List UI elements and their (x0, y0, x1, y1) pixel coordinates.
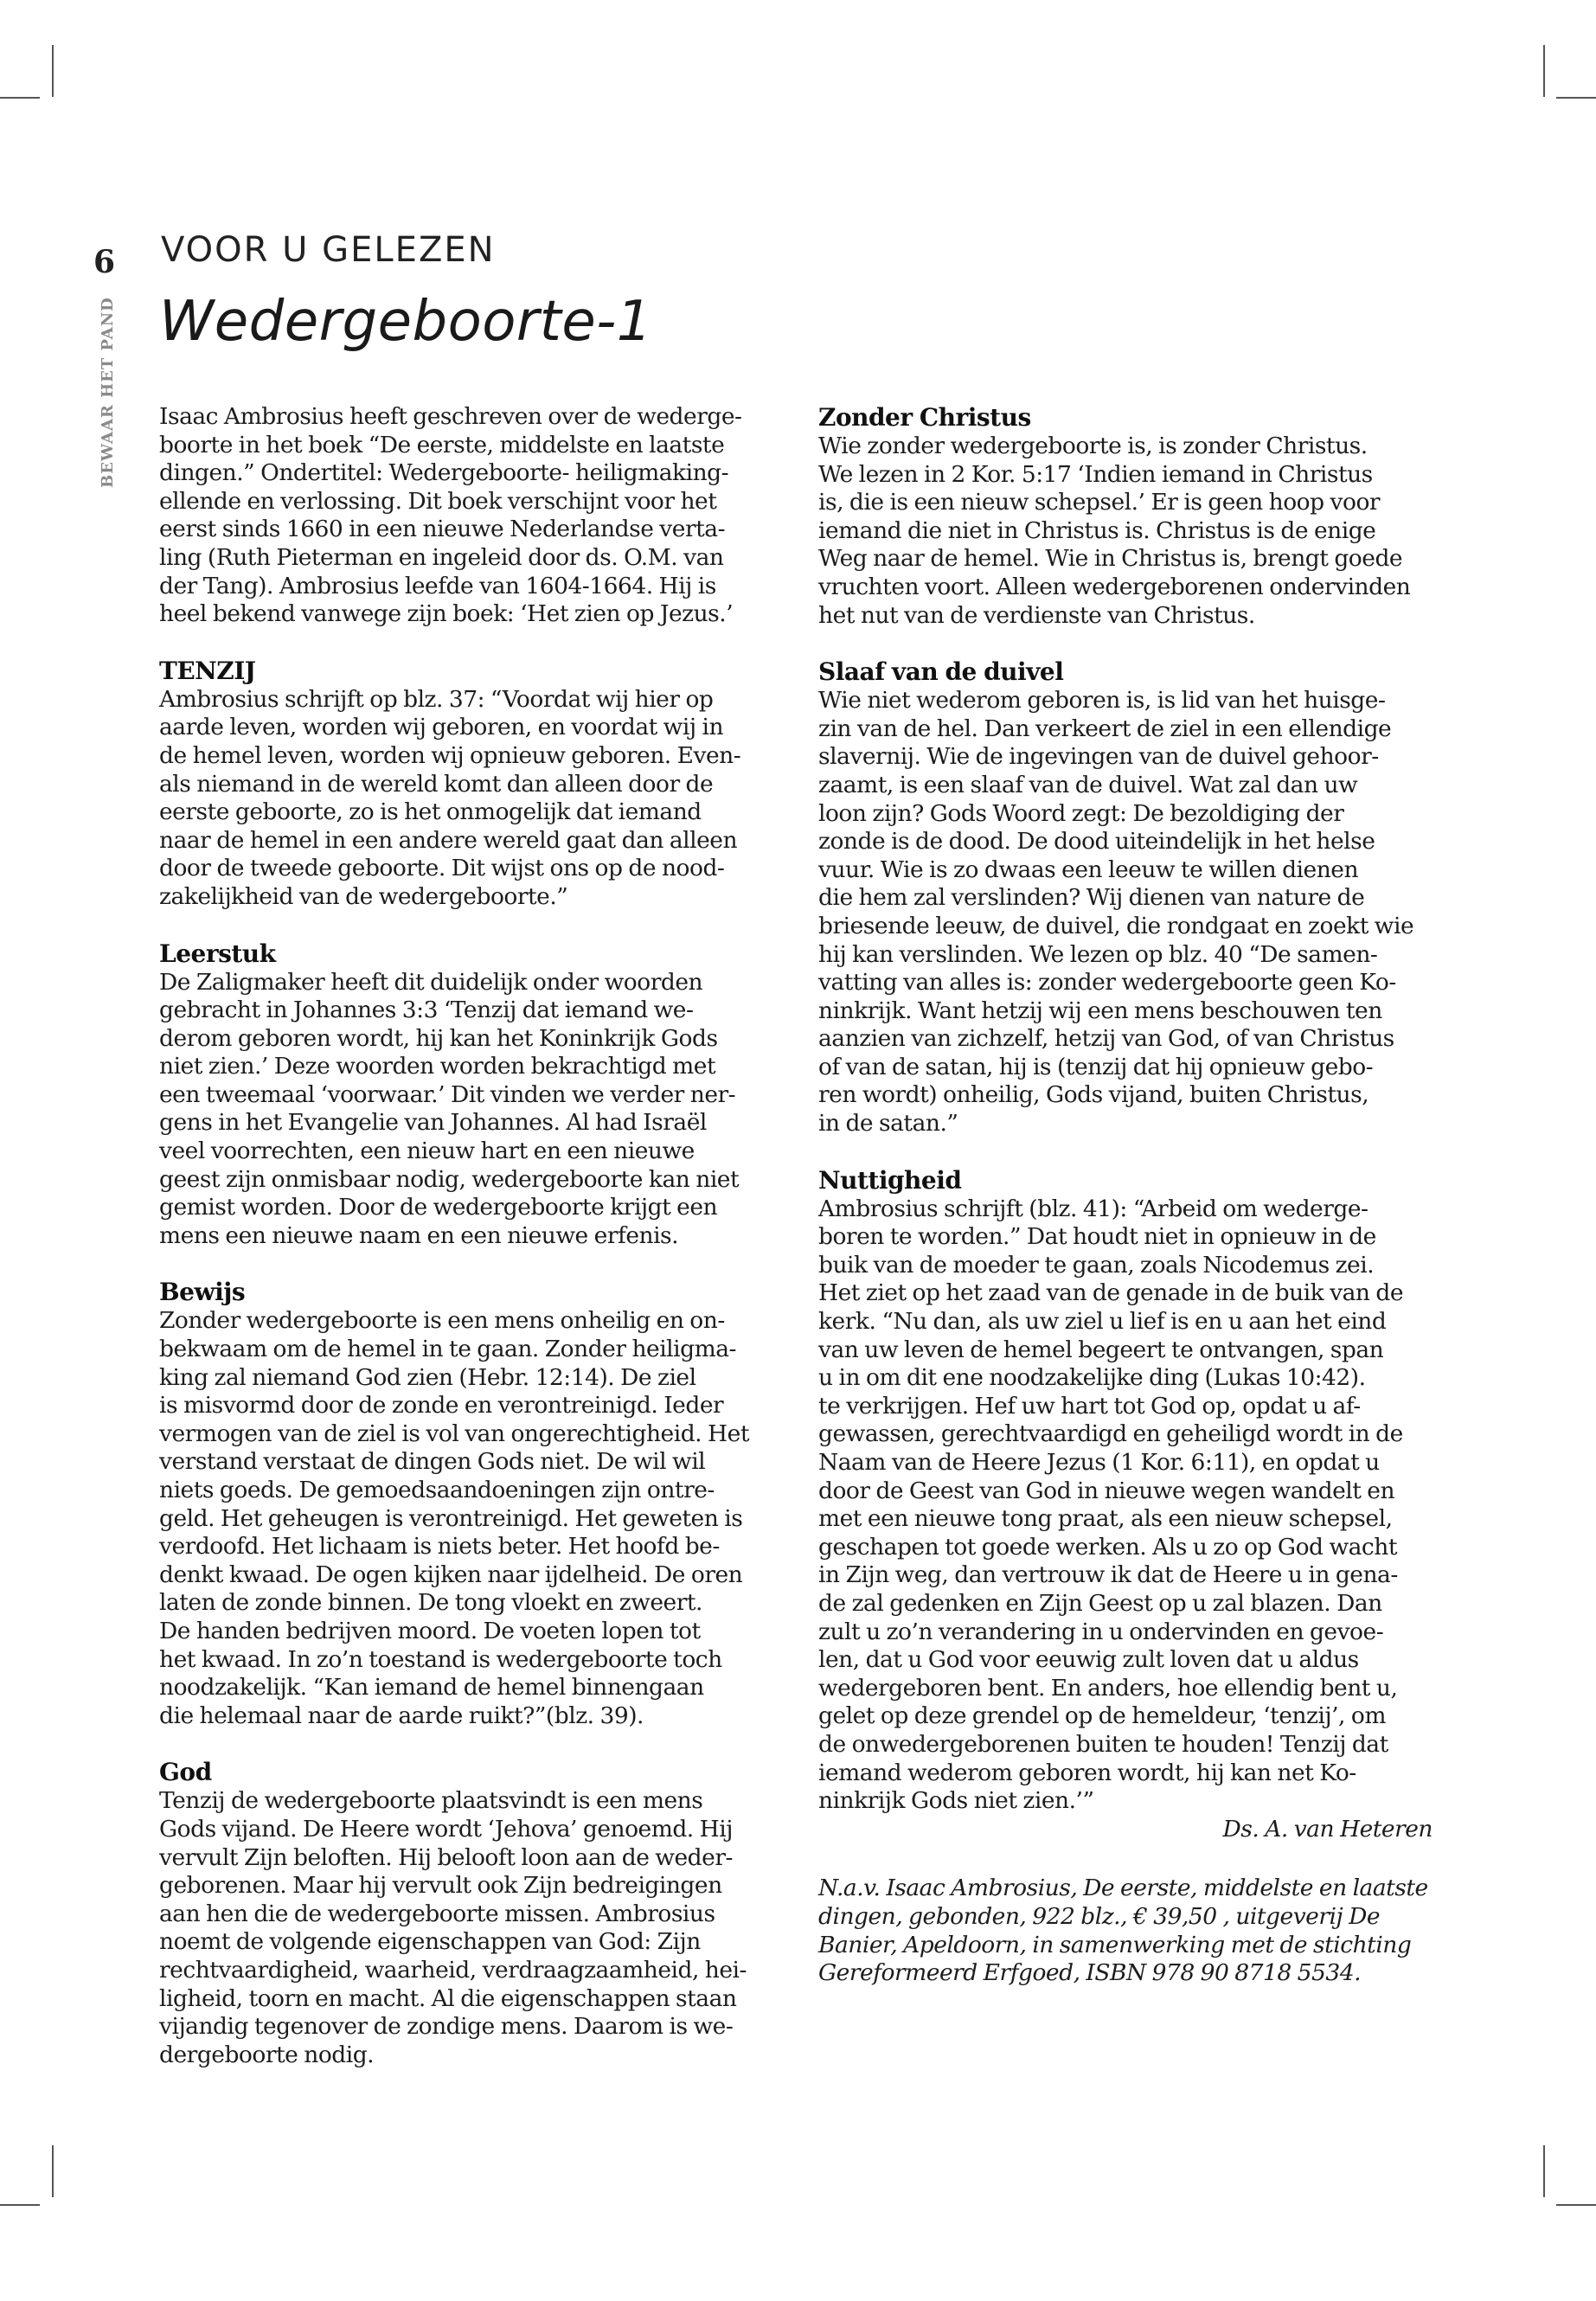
side-label-vertical (90, 297, 117, 506)
section-slaaf-van-de-duivel (818, 657, 1433, 1138)
text-line: vatting van alles is: zonder wedergeboorte geen Ko- (818, 969, 1396, 997)
text-line: ninkrijk. Want hetzij wij een mens beschouwen ten (818, 997, 1382, 1024)
text-line: veel voorrechten, een nieuw hart en een nieuwe (159, 1138, 695, 1165)
section-label: VOOR U GELEZEN (161, 230, 496, 270)
crop-mark-bottom-left (0, 2204, 40, 2206)
text-line: de zal gedenken en Zijn Geest op u zal blazen. Dan (818, 1589, 1382, 1617)
text-line: hij kan verslinden. We lezen op blz. 40 “De samen- (818, 940, 1378, 968)
text-line: Gods vijand. De Heere wordt ‘Jehova’ genoemd. Hij (159, 1815, 733, 1843)
text-line: Banier, Apeldoorn, in samenwerking met de stichting (818, 1931, 1412, 1958)
crop-mark-top-right (1543, 45, 1545, 97)
section-heading: Bewijs (159, 1278, 246, 1307)
text-line: boren te worden.” Dat houdt niet in opnieuw in de (818, 1223, 1376, 1251)
text-line: Ambrosius schrijft op blz. 37: “Voordat wij hier op (159, 685, 714, 713)
author-signature: Ds. A. van Heteren (1222, 1815, 1433, 1843)
section-body (159, 969, 773, 1251)
text-line: gens in het Evangelie van Johannes. Al had Israël (159, 1109, 707, 1137)
section-leerstuk (159, 939, 773, 1251)
text-line: ling (Ruth Pieterman en ingeleid door ds. O.M. van (159, 543, 724, 571)
text-line: Naam van de Heere Jezus (1 Kor. 6:11), en opdat u (818, 1449, 1380, 1476)
text-line: wedergeboren bent. En anders, hoe ellendig bent u, (818, 1674, 1398, 1702)
section-body (159, 1307, 773, 1730)
text-line: buik van de moeder te gaan, zoals Nicodemus zei. (818, 1251, 1375, 1279)
text-line: zult u zo’n verandering in u ondervinden en gevoe- (818, 1618, 1384, 1645)
text-line: loon zijn? Gods Woord zegt: De bezoldiging der (818, 799, 1344, 827)
crop-mark-top-right (1556, 97, 1596, 99)
text-line: noemt de volgende eigenschappen van God: Zijn (159, 1928, 701, 1956)
text-line: zin van de hel. Dan verkeert de ziel in een ellendige (818, 715, 1392, 742)
text-line: briesende leeuw, de duivel, die rondgaat en zoekt wie (818, 912, 1414, 939)
text-line: de hemel leven, worden wij opnieuw geboren. Even- (159, 741, 741, 769)
section-body (818, 433, 1433, 630)
text-line: in de satan.” (818, 1110, 958, 1138)
text-line: die hem zal verslinden? Wij dienen van nature de (818, 884, 1365, 912)
text-line: vervult Zijn beloften. Hij belooft loon aan de weder- (159, 1843, 733, 1871)
text-line: geld. Het geheugen is verontreinigd. Het geweten is (159, 1504, 743, 1532)
text-line: king zal niemand God zien (Hebr. 12:14). De ziel (159, 1363, 696, 1391)
text-line: De handen bedrijven moord. De voeten lopen tot (159, 1617, 701, 1644)
text-line: mens een nieuwe naam en een nieuwe erfenis. (159, 1221, 679, 1249)
text-line: Wie niet wederom geboren is, is lid van het huisge- (818, 687, 1386, 715)
text-line: dingen.” Ondertitel: Wedergeboorte- heiligmaking- (159, 459, 729, 487)
text-line: dergeboorte nodig. (159, 2041, 375, 2068)
text-line: Weg naar de hemel. Wie in Christus is, brengt goede (818, 545, 1403, 573)
text-line: bekwaam om de hemel in te gaan. Zonder heiligma- (159, 1336, 736, 1363)
left-column (159, 403, 773, 2069)
text-line: geborenen. Maar hij vervult ook Zijn bedreigingen (159, 1872, 722, 1900)
section-heading: Leerstuk (159, 939, 276, 968)
text-line: Gereformeerd Erfgoed, ISBN 978 90 8718 5534. (818, 1959, 1361, 1987)
text-line: het kwaad. In zo’n toestand is wedergeboorte toch (159, 1645, 722, 1673)
text-line: zakelijkheid van de wedergeboorte.” (159, 882, 568, 910)
text-line: als niemand in de wereld komt dan alleen door de (159, 770, 714, 798)
right-column (818, 403, 1433, 1988)
text-line: laten de zonde binnen. De tong vloekt en zweert. (159, 1589, 702, 1617)
text-line: boorte in het boek “De eerste, middelste en laatste (159, 431, 725, 458)
crop-mark-bottom-right (1556, 2204, 1596, 2206)
text-line: vuur. Wie is zo dwaas een leeuw te willen dienen (818, 856, 1359, 883)
text-line: van uw leven de hemel begeert te ontvangen, span (818, 1336, 1384, 1363)
crop-mark-top-left (0, 97, 40, 99)
text-line: is misvormd door de zonde en verontreinigd. Ieder (159, 1392, 724, 1420)
crop-mark-bottom-left (52, 2145, 54, 2197)
text-line: vermogen van de ziel is vol van ongerechtigheid. Het (159, 1420, 749, 1447)
section-tenzij (159, 657, 773, 912)
text-line: Zonder wedergeboorte is een mens onheilig en on- (159, 1307, 725, 1335)
text-line: kerk. “Nu dan, als uw ziel u lief is en u aan het eind (818, 1308, 1387, 1336)
text-line: of van de satan, hij is (tenzij dat hij opnieuw gebo- (818, 1053, 1374, 1080)
text-line: u in om dit ene noodzakelijke ding (Lukas 10:42). (818, 1364, 1366, 1392)
text-line: niets goeds. De gemoedsaandoeningen zijn ontre- (159, 1477, 715, 1503)
article-title: Wedergeboorte-1 (159, 290, 652, 354)
section-body (159, 686, 773, 912)
text-line: vijandig tegenover de zondige mens. Daarom is we- (159, 2013, 734, 2041)
text-line: de onwedergeborenen buiten te houden! Tenzij dat (818, 1730, 1388, 1758)
text-line: zonde is de dood. De dood uiteindelijk in het helse (818, 828, 1375, 856)
text-line: ninkrijk Gods niet zien.’” (818, 1787, 1094, 1815)
text-line: te verkrijgen. Hef uw hart tot God op, opdat u af- (818, 1392, 1361, 1420)
section-god (159, 1758, 773, 2069)
text-line: verstand verstaat de dingen Gods niet. De wil wil (159, 1448, 706, 1476)
text-line: De Zaligmaker heeft dit duidelijk onder woorden (159, 968, 703, 996)
text-line: iemand die niet in Christus is. Christus is de enige (818, 516, 1376, 544)
text-line: ren wordt) onheilig, Gods vijand, buiten Christus, (818, 1081, 1369, 1109)
text-line: aanzien van zichzelf, hetzij van God, of van Christus (818, 1025, 1394, 1053)
book-reference-note (818, 1875, 1433, 1987)
section-nuttigheid (818, 1166, 1433, 1816)
section-bewijs (159, 1278, 773, 1730)
text-line: het nut van de verdienste van Christus. (818, 601, 1255, 629)
text-line: is, die is een nieuw schepsel.’ Er is geen hoop voor (818, 489, 1381, 516)
section-heading: Zonder Christus (818, 403, 1031, 432)
text-line: heel bekend vanwege zijn boek: ‘Het zien op Jezus.’ (159, 600, 734, 628)
side-label-text: BEWAAR HET PAND (99, 297, 117, 488)
text-line: door de Geest van God in nieuwe wegen wandelt en (818, 1477, 1395, 1504)
text-line: geschapen tot goede werken. Als u zo op God wacht (818, 1533, 1397, 1561)
section-body (159, 1787, 773, 2069)
text-line: ellende en verlossing. Dit boek verschijnt voor het (159, 487, 717, 515)
text-line: een tweemaal ‘voorwaar.’ Dit vinden we verder ner- (159, 1080, 736, 1108)
text-line: met een nieuwe tong praat, als een nieuw schepsel, (818, 1505, 1393, 1533)
text-line: gelet op deze grendel op de hemeldeur, ‘tenzij’, om (818, 1702, 1386, 1730)
text-line: len, dat u God voor eeuwig zult loven dat u aldus (818, 1646, 1359, 1674)
text-line: ligheid, toorn en macht. Al die eigenschappen staan (159, 1984, 737, 2012)
text-line: door de tweede geboorte. Dit wijst ons op de nood- (159, 855, 725, 882)
text-line: gemist worden. Door de wedergeboorte krijgt een (159, 1194, 718, 1221)
text-line: in Zijn weg, dan vertrouw ik dat de Heere u in gena- (818, 1561, 1398, 1589)
text-line: slavernij. Wie de ingevingen van de duivel gehoor- (818, 743, 1379, 771)
text-line: rechtvaardigheid, waarheid, verdraagzaamheid, hei- (159, 1956, 747, 1984)
crop-mark-top-left (52, 45, 54, 97)
text-line: eerste geboorte, zo is het onmogelijk dat iemand (159, 798, 702, 826)
section-heading: God (159, 1758, 212, 1787)
text-line: aan hen die de wedergeboorte missen. Ambrosius (159, 1900, 715, 1927)
text-line: Tenzij de wedergeboorte plaatsvindt is een mens (159, 1787, 703, 1815)
section-body (818, 1195, 1433, 1816)
text-line: Isaac Ambrosius heeft geschreven over de wederge- (159, 403, 742, 430)
intro-paragraph (159, 403, 773, 629)
text-line: geest zijn onmisbaar nodig, wedergeboorte kan niet (159, 1165, 740, 1193)
text-line: noodzakelijk. “Kan iemand de hemel binnengaan (159, 1674, 704, 1702)
text-line: niet zien.’ Deze woorden worden bekrachtigd met (159, 1053, 716, 1080)
text-line: naar de hemel in een andere wereld gaat dan alleen (159, 826, 738, 854)
text-line: zaamt, is een slaaf van de duivel. Wat zal dan uw (818, 771, 1358, 798)
text-line: Wie zonder wedergeboorte is, is zonder Christus. (818, 433, 1368, 459)
text-line: Ambrosius schrijft (blz. 41): “Arbeid om wederge- (818, 1195, 1368, 1222)
text-line: gewassen, gerechtvaardigd en geheiligd wordt in de (818, 1420, 1403, 1448)
text-line: derom geboren wordt, hij kan het Koninkrijk Gods (159, 1024, 718, 1052)
section-body (818, 687, 1433, 1138)
text-line: gebracht in Johannes 3:3 ‘Tenzij dat iemand we- (159, 997, 694, 1024)
text-line: der Tang). Ambrosius leefde van 1604-1664. Hij is (159, 572, 716, 599)
text-line: dingen, gebonden, 922 blz., € 39,50 , uitgeverij De (818, 1902, 1381, 1930)
section-heading: TENZIJ (159, 656, 256, 685)
section-heading: Nuttigheid (818, 1165, 962, 1195)
text-line: eerst sinds 1660 in een nieuwe Nederlandse verta- (159, 516, 726, 543)
page-number: 6 (93, 244, 116, 280)
text-line: aarde leven, worden wij geboren, en voordat wij in (159, 714, 724, 741)
text-line: denkt kwaad. De ogen kijken naar ijdelheid. De oren (159, 1561, 743, 1588)
text-line: verdoofd. Het lichaam is niets beter. Het hoofd be- (159, 1533, 720, 1561)
text-line: vruchten voort. Alleen wedergeborenen ondervinden (818, 573, 1411, 600)
text-line: We lezen in 2 Kor. 5:17 ‘Indien iemand in Christus (818, 460, 1373, 488)
text-line: iemand wederom geboren wordt, hij kan net Ko- (818, 1759, 1356, 1786)
section-heading: Slaaf van de duivel (818, 657, 1064, 687)
section-zonder-christus (818, 403, 1433, 630)
text-line: Het ziet op het zaad van de genade in de buik van de (818, 1279, 1404, 1307)
crop-mark-bottom-right (1543, 2145, 1545, 2197)
text-line: N.a.v. Isaac Ambrosius, De eerste, middelste en laatste (818, 1875, 1428, 1902)
text-line: die helemaal naar de aarde ruikt?”(blz. 39). (159, 1702, 644, 1729)
